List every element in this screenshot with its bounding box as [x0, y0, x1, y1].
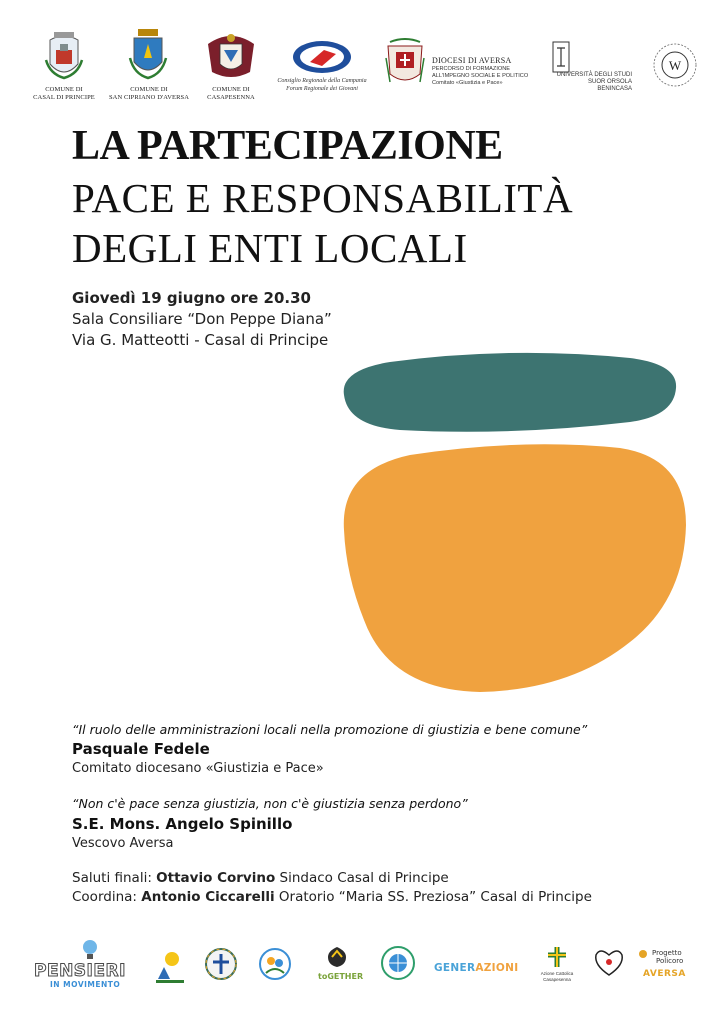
together-logo-text: toGETHER: [318, 972, 364, 981]
coordina-line: [72, 889, 592, 905]
speaker-1-name: Pasquale Fedele: [72, 740, 210, 758]
policoro-line2: Policoro: [656, 957, 684, 965]
universita-line3: BENINCASA: [597, 86, 632, 92]
speaker-2-quote: “Non c'è pace senza giustizia, non c'è giustizia senza perdono”: [72, 796, 468, 811]
azione-cattolica-cross-icon: [545, 945, 569, 969]
casal-di-principe-crest-icon: [44, 30, 84, 82]
speaker-1-role: Comitato diocesano «Giustizia e Pace»: [72, 761, 324, 776]
event-address: Via G. Matteotti - Casal di Principe: [72, 331, 329, 349]
casapesenna-caption: COMUNE DI CASAPESENNA: [207, 86, 255, 101]
round-cross-logo-icon: [204, 947, 238, 981]
associazione-round-logo-icon: [652, 42, 698, 88]
svg-text:W: W: [668, 58, 682, 73]
globe-network-logo-icon: [380, 945, 416, 981]
saluti-name: Ottavio Corvino: [156, 870, 276, 886]
casal-di-principe-caption: COMUNE DI CASAL DI PRINCIPE: [33, 86, 95, 101]
saluti-label: Saluti finali:: [72, 870, 152, 886]
event-venue: Sala Consiliare “Don Peppe Diana”: [72, 310, 332, 328]
diocesi-line1: PERCORSO DI FORMAZIONE: [432, 66, 511, 72]
diocesi-line3: Comitato «Giustizia e Pace»: [432, 80, 503, 86]
saluti-role: Sindaco Casal di Principe: [279, 870, 449, 886]
universita-line2: SUOR ORSOLA: [587, 79, 632, 85]
coordina-label: Coordina:: [72, 889, 137, 905]
consiglio-regionale-icon: [292, 40, 352, 74]
diocesi-line2: ALL'IMPEGNO SOCIALE E POLITICO: [432, 73, 529, 79]
heart-logo-icon: [592, 945, 626, 979]
lightbulb-icon: [82, 939, 98, 961]
diocesi-aversa-crest-icon: [384, 38, 426, 88]
title-line-3: DEGLI ENTI LOCALI: [72, 225, 468, 271]
teal-blob-shape: [344, 353, 676, 432]
diocesi-title: DIOCESI DI AVERSA: [432, 56, 512, 65]
event-date: Giovedì 19 giugno ore 20.30: [72, 289, 311, 307]
speaker-1-quote: “Il ruolo delle amministrazioni locali nella promozione di giustizia e bene comune”: [72, 722, 588, 737]
policoro-line3: AVERSA: [643, 969, 686, 979]
universita-emblem-icon: [550, 40, 572, 74]
together-logo-icon: [326, 945, 348, 969]
speaker-2-name: S.E. Mons. Angelo Spinillo: [72, 815, 293, 833]
generazioni-part-b: AZIONI: [475, 962, 519, 974]
coordina-role: Oratorio “Maria SS. Preziosa” Casal di Principe: [278, 889, 592, 905]
in-movimento-text: IN MOVIMENTO: [50, 980, 121, 989]
round-people-logo-icon: [258, 947, 292, 981]
azione-cattolica-caption: Azione Cattolica Casapesenna: [540, 971, 574, 982]
generazioni-logo: [434, 962, 518, 974]
header-logos: [0, 0, 724, 110]
saluti-finali-line: [72, 870, 449, 886]
orange-blob-shape: [344, 444, 686, 692]
decorative-shapes: [330, 350, 700, 700]
policoro-dots-icon: [638, 949, 648, 959]
consiglio-regionale-line2: Forum Regionale dei Giovani: [286, 86, 358, 92]
generazioni-part-a: GENER: [434, 962, 476, 974]
pensieri-logo-text: PENSIERI: [34, 961, 126, 981]
policoro-line1: Progetto: [652, 949, 682, 957]
san-cipriano-caption: COMUNE DI SAN CIPRIANO D'AVERSA: [108, 86, 190, 101]
speaker-2-role: Vescovo Aversa: [72, 836, 174, 851]
universita-line1: UNIVERSITÀ DEGLI STUDI: [556, 72, 632, 78]
title-line-2: PACE E RESPONSABILITÀ: [72, 175, 574, 221]
casapesenna-crest-icon: [206, 30, 256, 82]
sun-person-logo-icon: [154, 949, 186, 985]
footer-logos: [0, 935, 724, 995]
san-cipriano-crest-icon: [128, 28, 168, 82]
coordina-name: Antonio Ciccarelli: [141, 889, 275, 905]
consiglio-regionale-line1: Consiglio Regionale della Campania: [277, 78, 367, 84]
title-line-1: LA PARTECIPAZIONE: [72, 123, 503, 169]
